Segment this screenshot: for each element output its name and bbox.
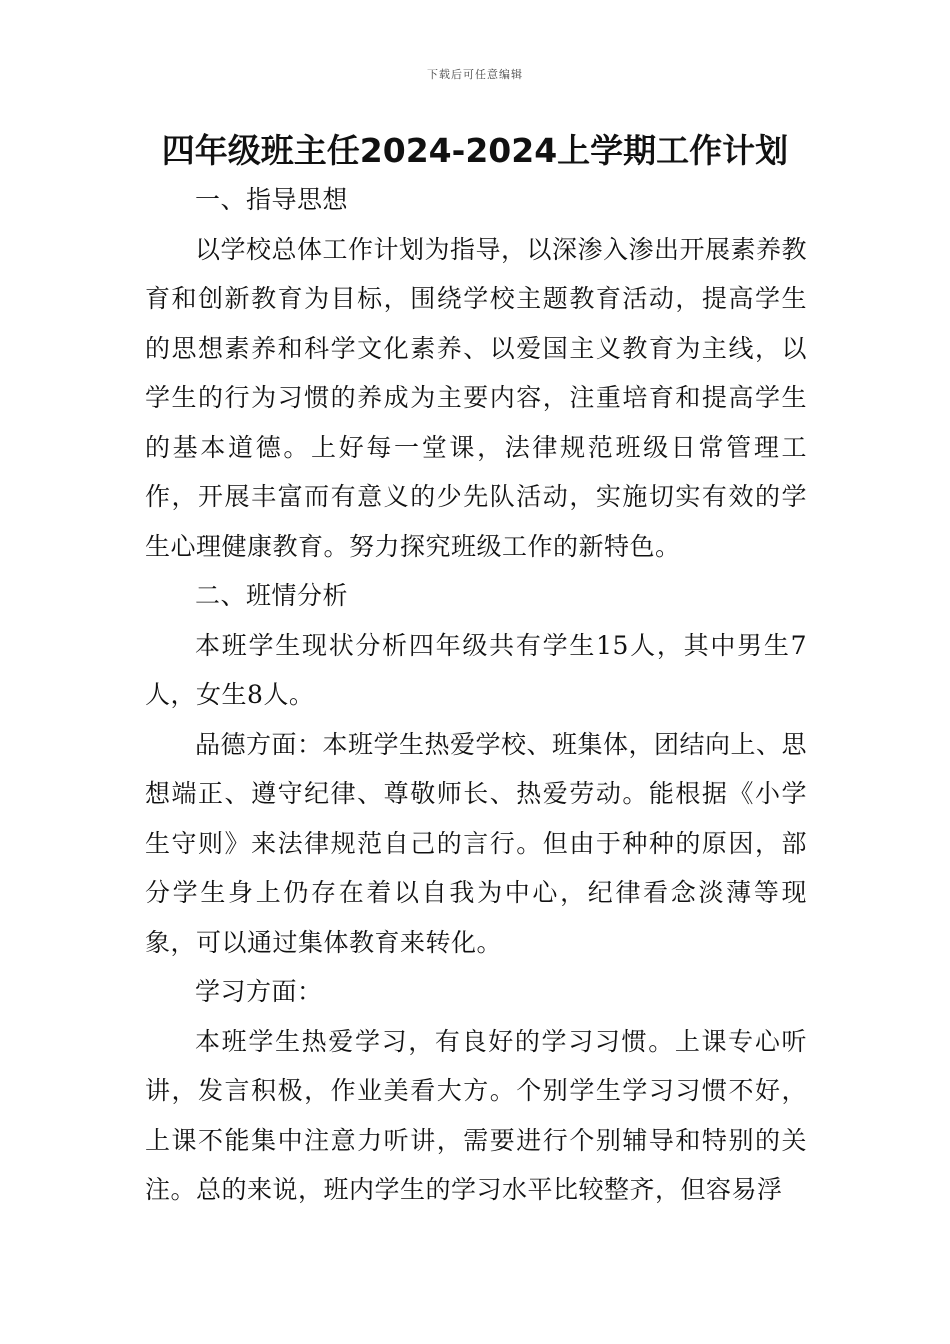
- section-heading-guiding-ideology: 一、指导思想: [195, 185, 349, 214]
- paragraph-study-aspect: 本班学生热爱学习，有良好的学习习惯。上课专心听讲，发言积极，作业美看大方。个别学生学习习惯不好，上课不能集中注意力听讲，需要进行个别辅导和特别的关注。总的来说，班内学生的学习水平比较整齐，但容易浮: [145, 1026, 807, 1204]
- paragraph-class-status: 本班学生现状分析四年级共有学生15人，其中男生7人，女生8人。: [145, 630, 807, 709]
- document-body: [145, 175, 807, 1215]
- section-heading-class-analysis: 二、班情分析: [195, 581, 349, 610]
- paragraph-guiding-ideology: 以学校总体工作计划为指导，以深渗入渗出开展素养教育和创新教育为目标，围绕学校主题教育活动，提高学生的思想素养和科学文化素养、以爱国主义教育为主线，以学生的行为习惯的养成为主要内容，注重培育和提高学生的基本道德。上好每一堂课，法律规范班级日常管理工作，开展丰富而有意义的少先队活动，实施切实有效的学生心理健康教育。努力探究班级工作的新特色。: [145, 234, 808, 561]
- header-note: 下载后可任意编辑: [427, 68, 523, 81]
- subheading-study-aspect: 学习方面：: [195, 977, 323, 1006]
- paragraph-moral-aspect: 品德方面：本班学生热爱学校、班集体，团结向上、思想端正、遵守纪律、尊敬师长、热爱劳动。能根据《小学生守则》来法律规范自己的言行。但由于种种的原因，部分学生身上仍存在着以自我为中心，纪律看念淡薄等现象，可以通过集体教育来转化。: [145, 729, 808, 957]
- document-title: 四年级班主任2024-2024上学期工作计划: [161, 131, 789, 170]
